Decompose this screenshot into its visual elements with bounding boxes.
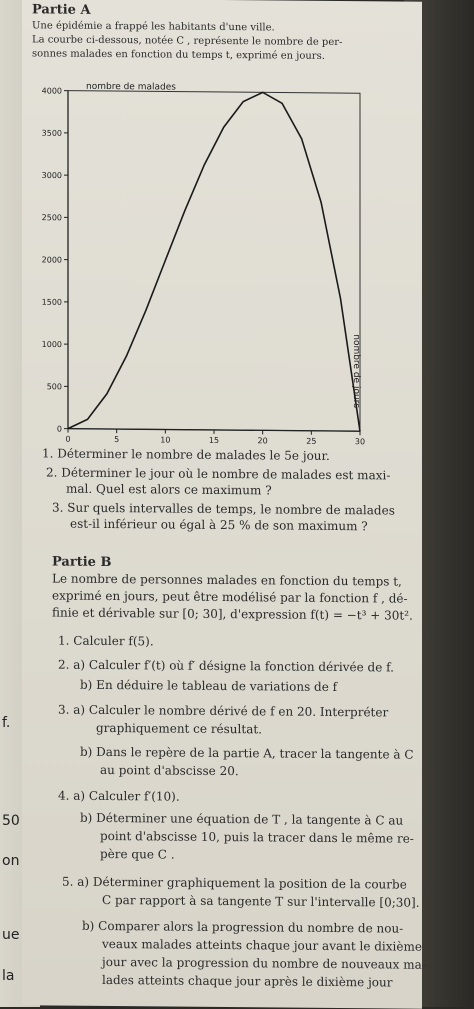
- curve-point: [359, 431, 360, 432]
- question-a2: 2. Déterminer le jour où le nombre de malades est maxi-: [46, 465, 390, 482]
- question-b2a: 2. a) Calculer f′(t) où f′ désigne la fonction dérivée de f.: [58, 658, 394, 675]
- margin-note: la: [2, 968, 14, 984]
- question-a1: 1. Déterminer le nombre de malades le 5e jour.: [42, 446, 330, 463]
- intro-line: Une épidémie a frappé les habitants d'une ville.: [32, 20, 275, 33]
- question-b5a: 5. a) Déterminer graphiquement la position de la courbe: [62, 875, 407, 892]
- question-b3a-cont: graphiquement ce résultat.: [96, 721, 262, 736]
- curve-point: [106, 393, 107, 394]
- curve-point: [126, 356, 127, 357]
- curve-point: [243, 101, 244, 102]
- curve-point: [87, 419, 88, 420]
- question-b4b-cont: père que C .: [100, 847, 175, 862]
- plot-frame: [68, 91, 360, 432]
- intro-line: sonnes malades en fonction du temps t, exprimé en jours.: [32, 48, 325, 62]
- y-tick-label: 500: [47, 382, 62, 391]
- part-b-intro: Le nombre de personnes malades en fonction du temps t,: [52, 572, 402, 589]
- x-tick-label: 30: [355, 437, 365, 446]
- curve-C: [68, 91, 360, 432]
- y-tick-label: 1500: [42, 298, 62, 307]
- question-b3a: 3. a) Calculer le nombre dérivé de f en 20. Interpréter: [58, 703, 388, 720]
- x-tick-label: 10: [160, 435, 170, 444]
- y-tick-label: 3000: [42, 171, 62, 180]
- curve-point: [165, 260, 166, 261]
- question-a3: 3. Sur quels intervalles de temps, le nombre de malades: [52, 501, 395, 518]
- curve-point: [204, 164, 205, 165]
- question-b2b: b) En déduire le tableau de variations de f: [80, 678, 337, 694]
- part-a-title: Partie A: [32, 2, 91, 18]
- margin-note: ue: [2, 927, 20, 943]
- question-b5a-cont: C par rapport à sa tangente T sur l'intervalle [0;30].: [102, 893, 420, 910]
- question-b5b-cont: jour avec la progression du nombre de nouveaux ma-: [102, 955, 426, 972]
- y-tick-label: 0: [57, 425, 62, 434]
- x-tick-label: 25: [306, 437, 316, 446]
- y-tick-label: 2000: [42, 255, 62, 264]
- x-tick-label: 15: [209, 436, 219, 445]
- x-tick-label: 5: [114, 435, 119, 444]
- curve-point: [301, 138, 302, 139]
- question-b4b-cont: point d'abscisse 10, puis la tracer dans le même re-: [100, 829, 414, 846]
- question-b3b-cont: au point d'abscisse 20.: [100, 763, 239, 778]
- part-b-title: Partie B: [52, 555, 111, 571]
- intro-line: La courbe ci-dessous, notée C , représente le nombre de per-: [32, 34, 342, 48]
- y-axis-label: nombre de malades: [86, 82, 176, 93]
- curve-point: [223, 127, 224, 128]
- worksheet-page: [22, 0, 422, 1009]
- curve-point: [145, 310, 146, 311]
- question-b3b: b) Dans le repère de la partie A, tracer la tangente à C: [80, 745, 414, 762]
- margin-note: f.: [2, 715, 10, 731]
- question-a3-cont: est-il inférieur ou égal à 25 % de son maximum ?: [70, 517, 368, 534]
- curve-point: [320, 202, 321, 203]
- y-tick-label: 4000: [42, 86, 62, 95]
- question-b5b-cont: lades atteints chaque jour après le dixième jour: [102, 973, 393, 990]
- curve-point: [340, 298, 341, 299]
- question-b4b: b) Déterminer une équation de T , la tangente à C au: [80, 811, 403, 828]
- y-tick-label: 1000: [42, 340, 62, 349]
- curve-point: [282, 103, 283, 104]
- question-b1: 1. Calculer f(5).: [58, 634, 154, 649]
- curve-point: [184, 210, 185, 211]
- question-b5b-cont: veaux malades atteints chaque jour avant le dixième: [102, 937, 422, 954]
- question-b4a: 4. a) Calculer f′(10).: [58, 789, 180, 804]
- question-b5b: b) Comparer alors la progression du nombre de nou-: [82, 919, 403, 936]
- y-tick-label: 2500: [42, 213, 62, 222]
- curve-point: [262, 92, 263, 93]
- part-b-intro: finie et dérivable sur [0; 30], d'expression f(t) = −t³ + 30t².: [52, 606, 413, 623]
- part-b-intro: exprimé en jours, peut être modélisé par la fonction f , dé-: [52, 589, 408, 606]
- question-a2-cont: mal. Quel est alors ce maximum ?: [66, 482, 272, 498]
- curve-point: [67, 428, 68, 429]
- epidemic-chart: [22, 74, 382, 447]
- margin-note: on: [2, 853, 19, 869]
- x-tick-label: 0: [65, 435, 70, 444]
- x-axis-label: nombre de jours: [351, 334, 361, 408]
- margin-note: 50: [2, 813, 20, 829]
- y-tick-label: 3500: [42, 129, 62, 138]
- x-tick-label: 20: [258, 436, 268, 445]
